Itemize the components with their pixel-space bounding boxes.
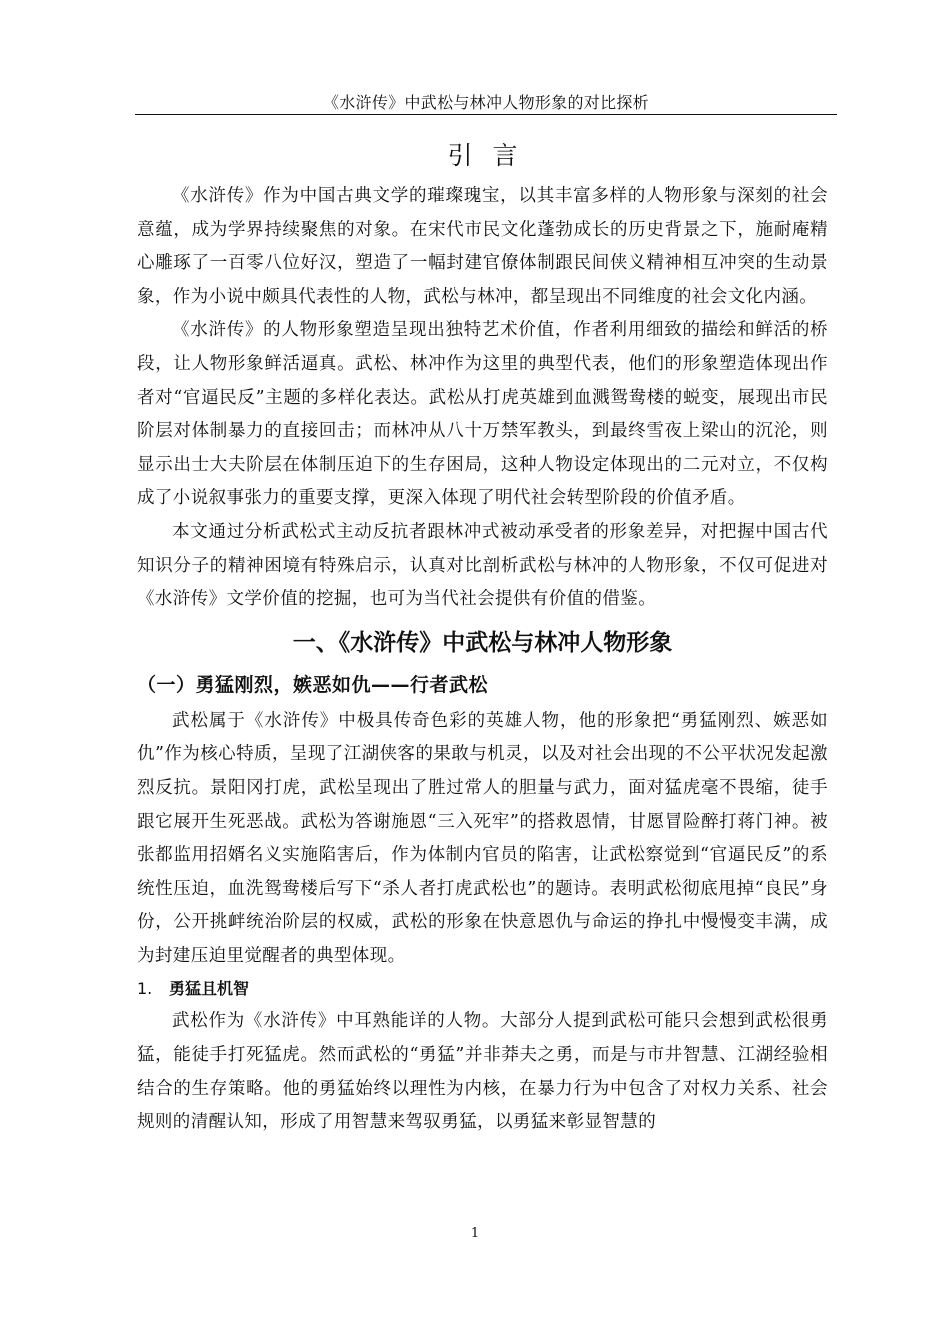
intro-paragraph-3: 本文通过分析武松式主动反抗者跟林冲式被动承受者的形象差异，对把握中国古代知识分子的精神困境有特殊启示，认真对比剖析武松与林冲的人物形象，不仅可促进对《水浒传》文学价值的挖掘，也可为当代社会提供有价值的借鉴。	[137, 521, 828, 610]
running-header-title: 《水浒传》中武松与林冲人物形象的对比探析	[322, 93, 649, 112]
section-paragraph: 武松属于《水浒传》中极具传奇色彩的英雄人物，他的形象把“勇猛刚烈、嫉恶如仇”作为核心特质，呈现了江湖侠客的果敢与机灵，以及对社会出现的不公平状况发起激烈反抗。景阳冈打虎，武松呈现出了胜过常人的胆量与武力，面对猛虎毫不畏缩，徒手跟它展开生死恶战。武松为答谢施恩“三入死牢”的搭救恩情，甘愿冒险醉打蒋门神。被张都监用招婿名义实施陷害后，作为体制内官员的陷害，让武松察觉到“官逼民反”的系统性压迫，血洗鸳鸯楼后写下“杀人者打虎武松也”的题诗。表明武松彻底甩掉“良民”身份，公开挑衅统治阶层的权威，武松的形象在快意恩仇与命运的挣扎中慢慢变丰满，成为封建压迫里觉醒者的典型体现。	[137, 710, 828, 966]
subsection-heading	[137, 973, 828, 1005]
subsection-title: 勇猛且机智	[169, 979, 250, 999]
intro-paragraph-1: 《水浒传》作为中国古典文学的璀璨瑰宝，以其丰富多样的人物形象与深刻的社会意蕴，成为学界持续聚焦的对象。在宋代市民文化蓬勃成长的历史背景之下，施耐庵精心雕琢了一百零八位好汉，塑造了一幅封建官僚体制跟民间侠义精神相互冲突的生动景象，作为小说中颇具代表性的人物，武松与林冲，都呈现出不同维度的社会文化内涵。	[137, 186, 828, 307]
section-heading: （一）勇猛刚烈，嫉恶如仇——行者武松	[137, 673, 489, 696]
header-rule	[135, 114, 837, 115]
subsection-paragraph: 武松作为《水浒传》中耳熟能详的人物。大部分人提到武松可能只会想到武松很勇猛，能徒手打死猛虎。然而武松的“勇猛”并非莽夫之勇，而是与市井智慧、江湖经验相结合的生存策略。他的勇猛始终以理性为内核，在暴力行为中包含了对权力关系、社会规则的清醒认知，形成了用智慧来驾驭勇猛，以勇猛来彰显智慧的	[137, 1011, 828, 1133]
intro-paragraph-2: 《水浒传》的人物形象塑造呈现出独特艺术价值，作者利用细致的描绘和鲜活的桥段，让人物形象鲜活逼真。武松、林冲作为这里的典型代表，他们的形象塑造体现出作者对“官逼民反”主题的多样化表达。武松从打虎英雄到血溅鸳鸯楼的蜕变，展现出市民阶层对体制暴力的直接回击；而林冲从八十万禁军教头，到最终雪夜上梁山的沉沦，则显示出士大夫阶层在体制压迫下的生存困局，这种人物设定体现出的二元对立，不仅构成了小说叙事张力的重要支撑，更深入体现了明代社会转型阶段的价值矛盾。	[137, 320, 828, 509]
chapter-heading: 一、《水浒传》中武松与林冲人物形象	[292, 629, 673, 656]
subsection-number: 1.	[137, 979, 153, 999]
page-number: 1	[470, 1226, 480, 1241]
page-content	[137, 134, 828, 1140]
intro-heading: 引言	[447, 141, 538, 170]
